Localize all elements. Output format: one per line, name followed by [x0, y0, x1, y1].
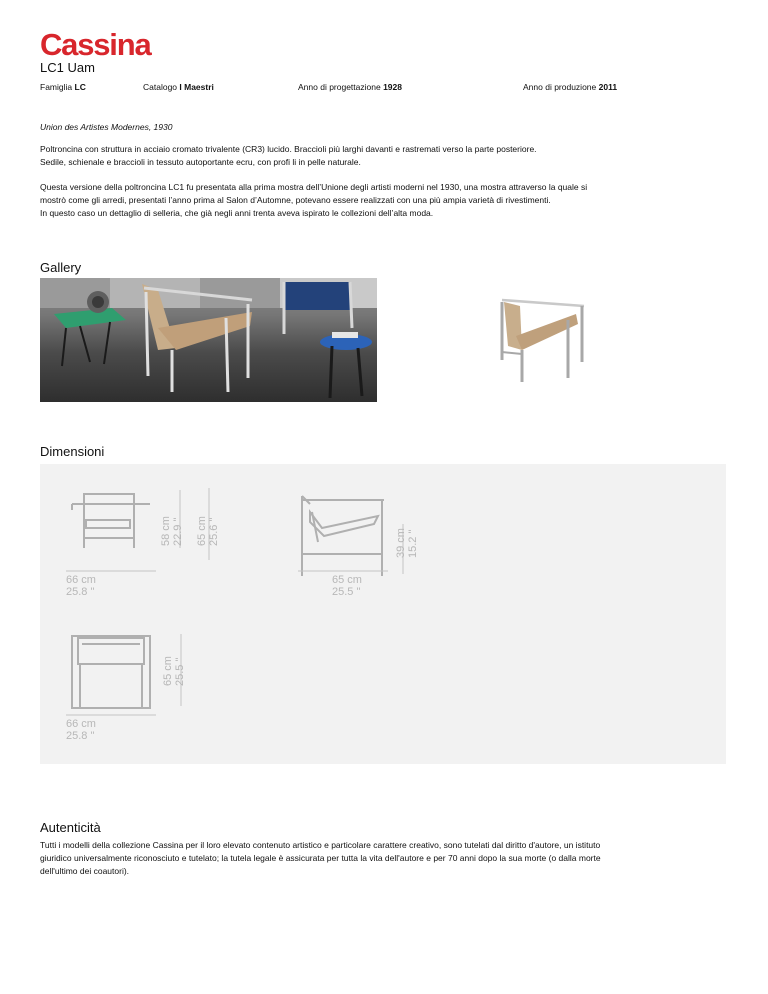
side-depth-cm: 65 cm — [332, 574, 362, 586]
description-p2-line-2: mostrò come gli arredi, presentati l’anno prima al Salon d’Automne, potevano essere realizzati con una più ampia varietà di rivestimenti. — [40, 195, 551, 205]
front-seat-height-in: 22.9 " — [172, 517, 184, 546]
meta-design-year — [298, 82, 402, 92]
top-depth-in: 25.5 " — [174, 657, 186, 686]
meta-design-year-value: 1928 — [383, 82, 402, 92]
description-p2-line-1: Questa versione della poltroncina LC1 fu presentata alla prima mostra dell’Unione degli artisti moderni nel 1930, una mostra attraverso la quale si — [40, 182, 588, 192]
gallery-photo-product[interactable] — [492, 292, 592, 384]
lc1-chair-illustration — [492, 292, 592, 384]
front-width-in: 25.8 " — [66, 586, 95, 598]
side-view-drawing — [298, 492, 388, 576]
meta-family-value: LC — [74, 82, 86, 92]
side-seat-height-in: 15.2 " — [407, 529, 419, 558]
description-paragraph-1 — [40, 143, 730, 169]
side-seat-height-cm: 39 cm — [395, 528, 407, 558]
side-depth-in: 25.5 " — [332, 586, 361, 598]
top-width-cm: 66 cm — [66, 718, 96, 730]
meta-catalog — [143, 82, 214, 92]
gallery-photo-interior[interactable] — [40, 278, 377, 402]
authenticity-text — [40, 839, 740, 878]
meta-production-year-label: Anno di produzione — [523, 82, 597, 92]
front-total-height-in: 25.6 " — [208, 517, 220, 546]
authenticity-line-3: dell'ultimo dei coautori). — [40, 866, 130, 876]
description-subtitle: Union des Artistes Modernes, 1930 — [40, 122, 173, 132]
meta-catalog-value: I Maestri — [179, 82, 214, 92]
top-depth-cm: 65 cm — [162, 656, 174, 686]
meta-production-year — [523, 82, 617, 92]
description-p1-line-2: Sedile, schienale e braccioli in tessuto autoportante ecru, con profi li in pelle naturale. — [40, 157, 361, 167]
meta-catalog-label: Catalogo — [143, 82, 178, 92]
front-seat-height-cm: 58 cm — [160, 516, 172, 546]
meta-family — [40, 82, 86, 92]
product-name: LC1 Uam — [40, 60, 95, 75]
front-total-height-cm: 65 cm — [196, 516, 208, 546]
authenticity-line-2: giuridico universalmente riconosciuto e tutelato; la tutela legale è assicurata per tutta la vita dell'autore e per 70 anni dopo la sua morte (o dalla morte — [40, 853, 601, 863]
authenticity-line-1: Tutti i modelli della collezione Cassina per il loro elevato contenuto artistico e particolare carattere creativo, sono tutelati dal diritto d'autore, un istituto — [40, 840, 601, 850]
top-width-in: 25.8 " — [66, 730, 95, 742]
description-p2-line-3: In questo caso un dettaglio di selleria, che già negli anni trenta aveva ispirato le collezioni dell’alta moda. — [40, 208, 434, 218]
description-p1-line-1: Poltroncina con struttura in acciaio cromato trivalente (CR3) lucido. Braccioli più larghi davanti e rastremati verso la parte posteriore. — [40, 144, 537, 154]
authenticity-title: Autenticità — [40, 820, 101, 835]
interior-scene-illustration — [40, 278, 377, 402]
meta-production-year-value: 2011 — [598, 82, 618, 92]
brand-logo: Cassina — [40, 27, 151, 62]
meta-family-label: Famiglia — [40, 82, 73, 92]
top-view-drawing — [68, 634, 158, 710]
gallery-title: Gallery — [40, 260, 82, 275]
dimensions-title: Dimensioni — [40, 444, 105, 459]
dimensions-panel — [40, 464, 726, 764]
meta-design-year-label: Anno di progettazione — [298, 82, 381, 92]
description-paragraph-2 — [40, 181, 730, 220]
front-width-cm: 66 cm — [66, 574, 96, 586]
